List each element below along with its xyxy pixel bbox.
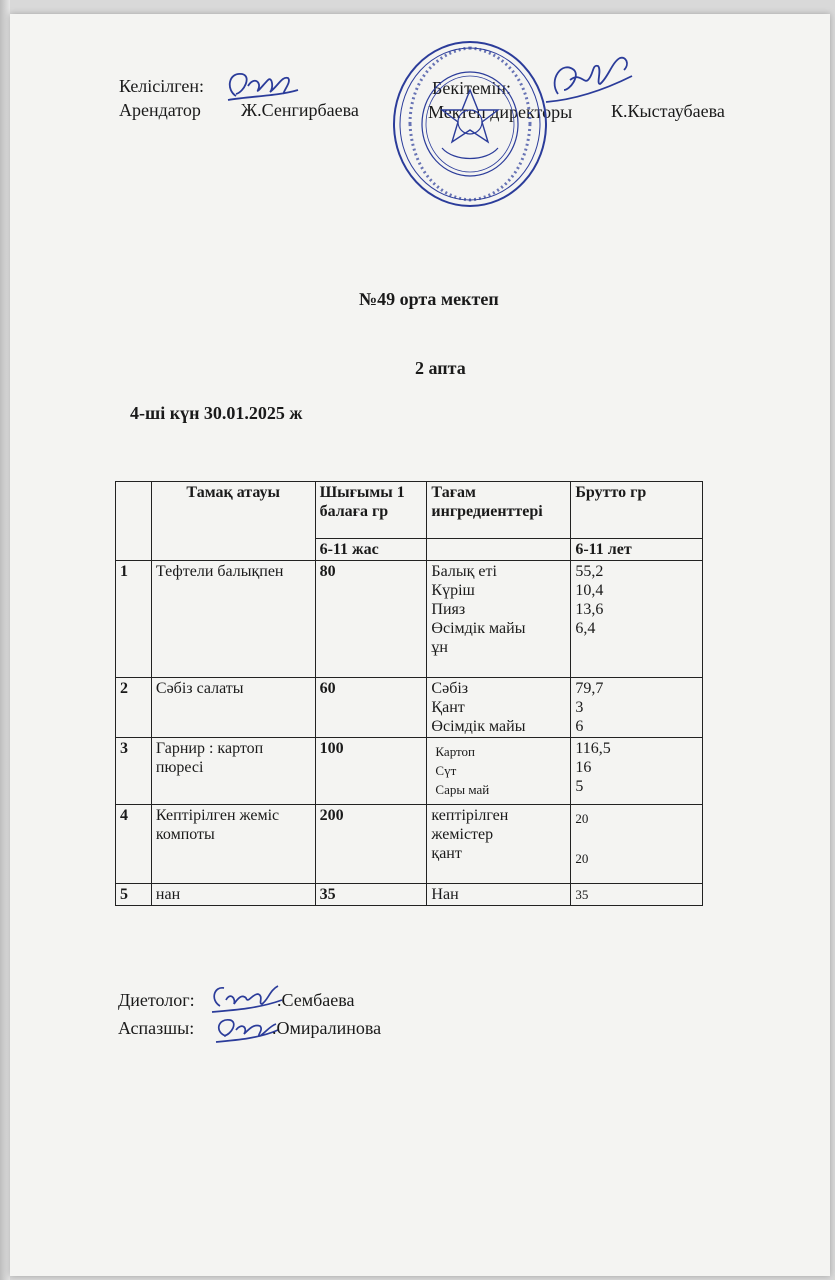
approved-right-role: Мектеп директоры <box>428 102 573 122</box>
approved-right-label: Бекітемін: <box>432 78 511 98</box>
table-header-row <box>116 482 703 539</box>
approved-right-name: К.Кыстаубаева <box>611 101 725 121</box>
table-row <box>116 884 703 906</box>
approved-left-name: Ж.Сенгирбаева <box>241 100 359 120</box>
day-date-line: 4-ші күн 30.01.2025 ж <box>130 403 303 423</box>
signature-left <box>222 66 300 106</box>
row-number: 4 <box>116 805 152 884</box>
table-row <box>116 738 703 805</box>
table-row <box>116 561 703 678</box>
signature-right <box>540 50 635 112</box>
row-brutto <box>571 884 703 906</box>
header-brutto-age: 6-11 лет <box>571 539 703 561</box>
brutto-value: 6 <box>575 718 584 735</box>
row-ingredients <box>427 738 571 805</box>
brutto-value: 116,5 <box>575 740 611 757</box>
table-row <box>116 678 703 738</box>
week-label: 2 апта <box>415 358 466 378</box>
row-dish: Сәбіз салаты <box>151 678 315 738</box>
brutto-value: 10,4 <box>575 582 604 599</box>
row-dish: Кептірілген жеміс компоты <box>151 805 315 884</box>
row-ingredients <box>427 678 571 738</box>
ingredient: Нан <box>431 886 459 903</box>
ingredient: Сары май <box>435 782 490 797</box>
row-ingredients <box>427 561 571 678</box>
school-title: №49 орта мектеп <box>359 289 499 309</box>
row-brutto <box>571 738 703 805</box>
ingredient: Балық еті <box>431 563 497 580</box>
row-brutto <box>571 805 703 884</box>
ingredient: кептірілген жемістер <box>431 807 509 843</box>
brutto-value: 20 <box>575 851 589 866</box>
brutto-value: 6,4 <box>575 620 596 637</box>
row-dish: Тефтели балықпен <box>151 561 315 678</box>
row-brutto <box>571 678 703 738</box>
dietitian-name: .Сембаева <box>277 990 355 1010</box>
ingredient: Сүт <box>435 763 457 778</box>
cook-name: .Омиралинова <box>272 1018 382 1038</box>
ingredient: Картоп <box>435 744 475 759</box>
brutto-value: 79,7 <box>575 680 604 697</box>
ingredient: Қант <box>431 699 465 716</box>
row-dish: нан <box>151 884 315 906</box>
school-stamp <box>390 38 550 210</box>
page-edge-shadow <box>0 0 10 1280</box>
dietitian-label: Диетолог: <box>118 990 195 1010</box>
ingredient: Сәбіз <box>431 680 469 697</box>
row-ingredients <box>427 884 571 906</box>
ingredient: Пияз <box>431 601 466 618</box>
signature-cook <box>210 1012 280 1048</box>
ingredient: қант <box>431 845 462 862</box>
row-number: 5 <box>116 884 152 906</box>
brutto-value: 16 <box>575 759 592 776</box>
header-num-cell <box>116 482 152 561</box>
header-dish-name: Тамақ атауы <box>151 482 315 561</box>
brutto-value: 20 <box>575 811 589 826</box>
brutto-value: 13,6 <box>575 601 604 618</box>
ingredient: Өсімдік майы <box>431 718 526 735</box>
row-dish: Гарнир : картоп пюресі <box>151 738 315 805</box>
approved-left-label: Келісілген: <box>119 76 205 96</box>
row-number: 1 <box>116 561 152 678</box>
row-brutto <box>571 561 703 678</box>
row-number: 3 <box>116 738 152 805</box>
row-number: 2 <box>116 678 152 738</box>
table-row <box>116 805 703 884</box>
row-yield: 60 <box>315 678 427 738</box>
brutto-value <box>575 829 698 849</box>
row-ingredients <box>427 805 571 884</box>
approved-left-role: Арендатор <box>119 100 201 120</box>
brutto-value: 3 <box>575 699 584 716</box>
row-yield: 200 <box>315 805 427 884</box>
ingredient: Өсімдік майы <box>431 620 526 637</box>
header-ingredients: Тағам ингредиенттері <box>427 482 571 539</box>
menu-table <box>115 481 703 906</box>
brutto-value: 35 <box>575 887 589 902</box>
header-yield-age: 6-11 жас <box>315 539 427 561</box>
row-yield: 80 <box>315 561 427 678</box>
header-brutto: Брутто гр <box>571 482 703 539</box>
row-yield: 35 <box>315 884 427 906</box>
row-yield: 100 <box>315 738 427 805</box>
header-yield: Шығымы 1 балаға гр <box>315 482 427 539</box>
cook-label: Аспазшы: <box>118 1018 195 1038</box>
ingredient: Күріш <box>431 582 475 599</box>
ingredient: ұн <box>431 639 448 656</box>
brutto-value: 55,2 <box>575 563 604 580</box>
header-ingredients-blank <box>427 539 571 561</box>
brutto-value: 5 <box>575 778 584 795</box>
